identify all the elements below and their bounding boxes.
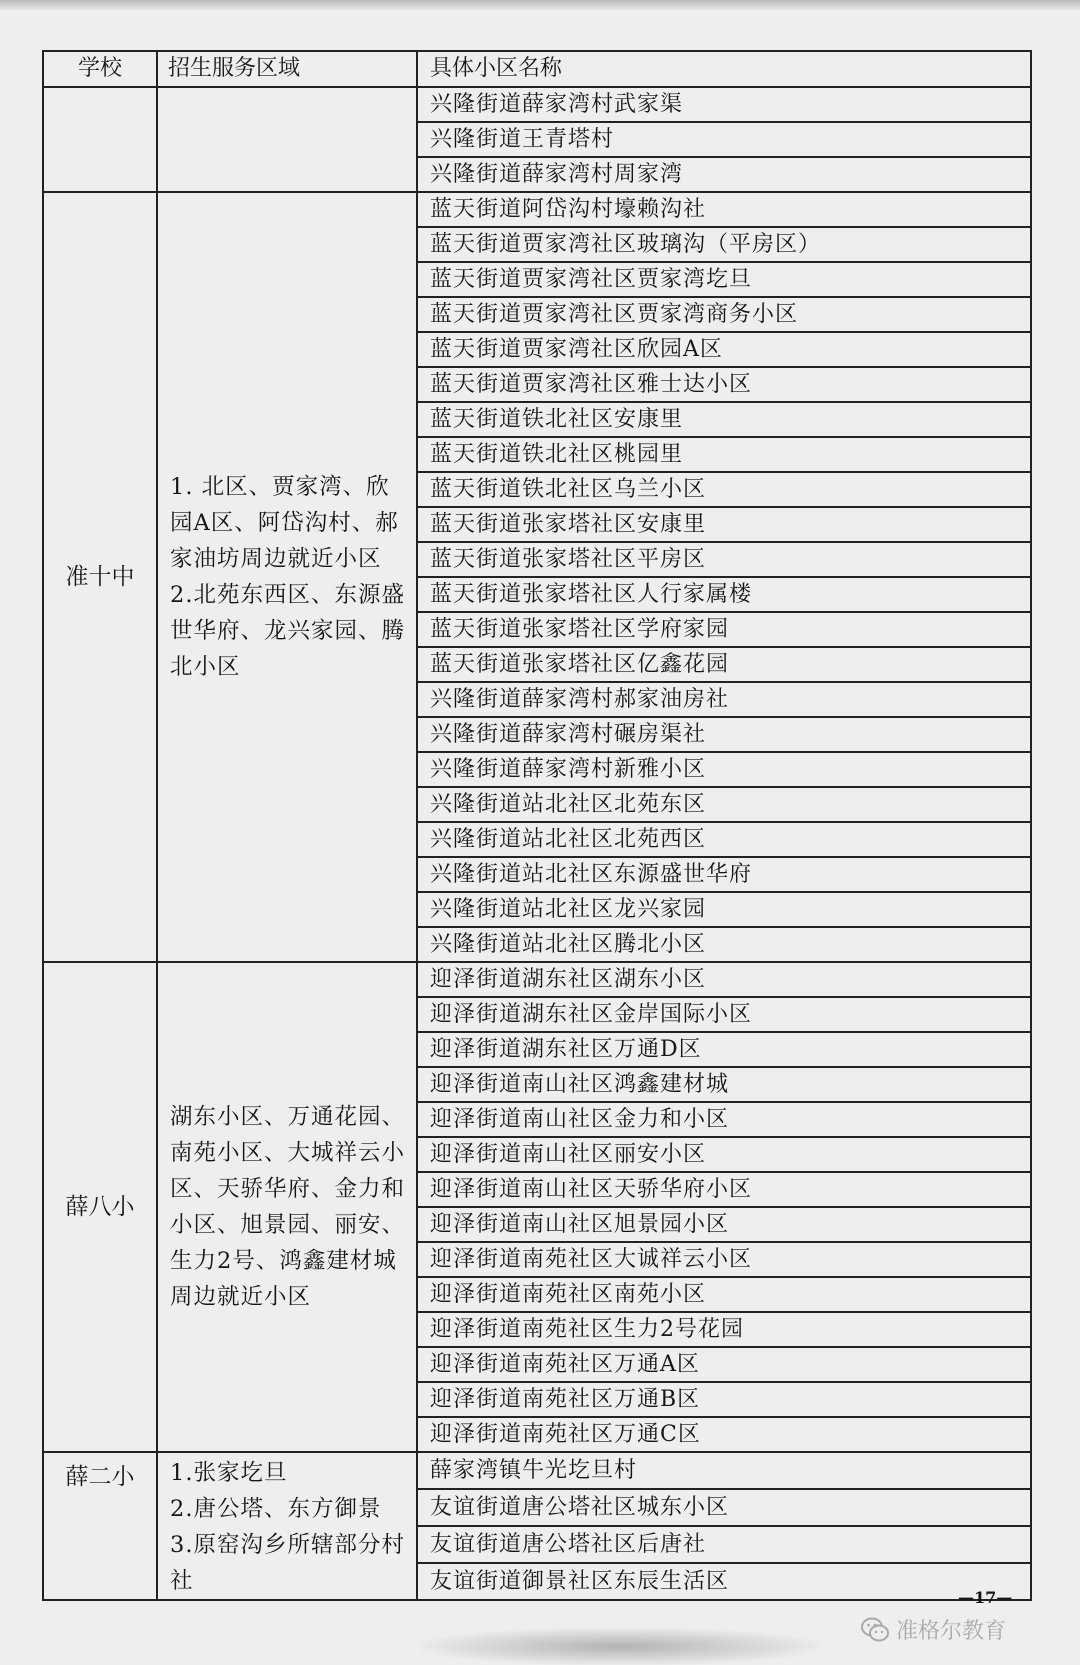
header-community: 具体小区名称 [417,51,1031,87]
community-cell: 迎泽街道南山社区金力和小区 [417,1102,1031,1137]
service-area-cell [157,1452,417,1600]
community-cell: 友谊街道唐公塔社区城东小区 [417,1489,1031,1526]
community-cell: 蓝天街道张家塔社区安康里 [417,507,1031,542]
community-cell: 蓝天街道贾家湾社区贾家湾圪旦 [417,262,1031,297]
community-cell: 兴隆街道薛家湾村武家渠 [417,87,1031,122]
community-cell: 蓝天街道张家塔社区平房区 [417,542,1031,577]
community-cell: 友谊街道唐公塔社区后唐社 [417,1526,1031,1563]
service-area-line: 3.原窑沟乡所辖部分村社 [170,1532,405,1594]
service-area-line: 1. 北区、贾家湾、欣园A区、阿岱沟村、郝家油坊周边就近小区 [170,474,399,572]
community-cell: 兴隆街道站北社区东源盛世华府 [417,857,1031,892]
service-area-cell [157,192,417,962]
community-cell: 蓝天街道张家塔社区亿鑫花园 [417,647,1031,682]
community-cell: 兴隆街道站北社区腾北小区 [417,927,1031,962]
community-cell: 迎泽街道南山社区天骄华府小区 [417,1172,1031,1207]
community-cell: 蓝天街道贾家湾社区欣园A区 [417,332,1031,367]
header-school: 学校 [43,51,157,87]
community-cell: 兴隆街道薛家湾村新雅小区 [417,752,1031,787]
community-cell: 蓝天街道张家塔社区学府家园 [417,612,1031,647]
community-cell: 薛家湾镇牛光圪旦村 [417,1452,1031,1489]
community-cell: 兴隆街道薛家湾村碾房渠社 [417,717,1031,752]
community-cell: 蓝天街道贾家湾社区雅士达小区 [417,367,1031,402]
community-cell: 迎泽街道湖东社区金岸国际小区 [417,997,1031,1032]
service-area-cell [157,962,417,1452]
table-row [43,87,1031,122]
community-cell: 蓝天街道铁北社区乌兰小区 [417,472,1031,507]
community-cell: 迎泽街道南苑社区大诚祥云小区 [417,1242,1031,1277]
community-cell: 友谊街道御景社区东辰生活区 [417,1563,1031,1600]
community-cell: 迎泽街道湖东社区湖东小区 [417,962,1031,997]
school-cell: 薛二小 [43,1452,157,1600]
enrollment-zone-table [42,50,1032,1601]
community-cell: 蓝天街道铁北社区桃园里 [417,437,1031,472]
community-cell: 迎泽街道南苑社区万通A区 [417,1347,1031,1382]
community-cell: 兴隆街道站北社区龙兴家园 [417,892,1031,927]
community-cell: 蓝天街道阿岱沟村壕赖沟社 [417,192,1031,227]
community-cell: 兴隆街道薛家湾村郝家油房社 [417,682,1031,717]
service-area-line: 2.唐公塔、东方御景 [170,1496,382,1522]
page-number: —17— [958,1588,1013,1607]
school-cell: 准十中 [43,192,157,962]
community-cell: 迎泽街道南山社区鸿鑫建材城 [417,1067,1031,1102]
watermark-text: 准格尔教育 [896,1619,1007,1644]
header-area: 招生服务区域 [157,51,417,87]
community-cell: 迎泽街道南苑社区生力2号花园 [417,1312,1031,1347]
community-cell: 迎泽街道南山社区旭景园小区 [417,1207,1031,1242]
community-cell: 蓝天街道贾家湾社区玻璃沟（平房区） [417,227,1031,262]
community-cell: 迎泽街道湖东社区万通D区 [417,1032,1031,1067]
community-cell: 迎泽街道南苑社区万通C区 [417,1417,1031,1452]
table-header-row [43,51,1031,87]
community-cell: 迎泽街道南苑社区万通B区 [417,1382,1031,1417]
service-area-cell [157,87,417,192]
top-edge-shadow [0,0,1080,10]
community-cell: 蓝天街道张家塔社区人行家属楼 [417,577,1031,612]
community-cell: 兴隆街道站北社区北苑西区 [417,822,1031,857]
community-cell: 兴隆街道站北社区北苑东区 [417,787,1031,822]
community-cell: 兴隆街道薛家湾村周家湾 [417,157,1031,192]
community-cell: 迎泽街道南苑社区南苑小区 [417,1277,1031,1312]
community-cell: 蓝天街道铁北社区安康里 [417,402,1031,437]
table-body [43,87,1031,1600]
wechat-icon [860,1617,890,1643]
community-cell: 兴隆街道王青塔村 [417,122,1031,157]
school-cell [43,87,157,192]
watermark [860,1614,1006,1645]
service-area-line: 湖东小区、万通花园、南苑小区、大城祥云小区、天骄华府、金力和小区、旭景园、丽安、生力2号、鸿鑫建材城周边就近小区 [170,1104,406,1310]
school-cell: 薛八小 [43,962,157,1452]
community-cell: 蓝天街道贾家湾社区贾家湾商务小区 [417,297,1031,332]
service-area-line: 1.张家圪旦 [170,1460,288,1486]
table-row [43,192,1031,227]
community-cell: 迎泽街道南山社区丽安小区 [417,1137,1031,1172]
bottom-edge-shadow [420,1628,820,1665]
table-row [43,1452,1031,1489]
service-area-line: 2.北苑东西区、东源盛世华府、龙兴家园、腾北小区 [170,582,406,680]
table-row [43,962,1031,997]
